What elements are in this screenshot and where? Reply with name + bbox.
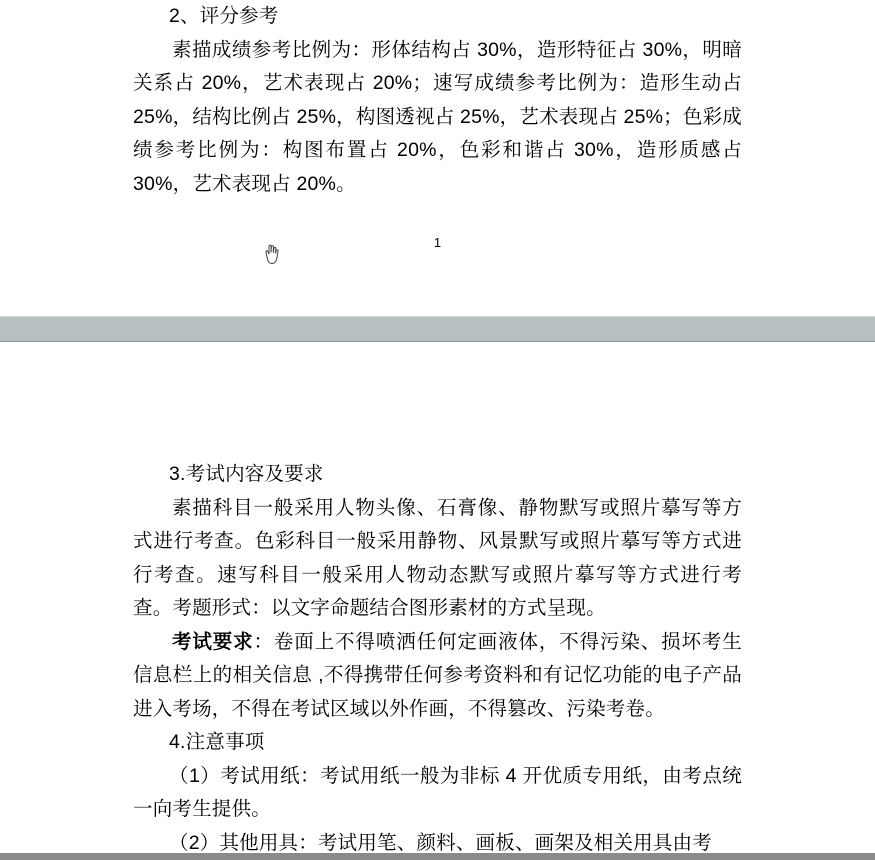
- page2-top-margin: [133, 342, 742, 458]
- page2-paragraph-1: 素描科目一般采用人物头像、石膏像、静物默写或照片摹写等方式进行考查。色彩科目一般采用静物、风景默写或照片摹写等方式进行考查。速写科目一般采用人物动态默写或照片摹写等方式进行考查。考题形式：以文字命题结合图形素材的方式呈现。: [133, 492, 742, 626]
- page2-requirement-paragraph: [133, 626, 742, 727]
- page2-item-2: （2）其他用具：考试用笔、颜料、画板、画架及相关用具由考: [133, 827, 742, 860]
- page2-heading-3: 3.考试内容及要求: [133, 458, 742, 492]
- document-page-1: [0, 0, 875, 316]
- page1-heading: 2、评分参考: [133, 0, 742, 34]
- page-number-label: 1: [133, 235, 742, 250]
- requirement-label: 考试要求: [172, 631, 254, 653]
- page2-item-1: （1）考试用纸：考试用纸一般为非标 4 开优质专用纸，由考点统一向考生提供。: [133, 760, 742, 827]
- requirement-body: ：卷面上不得喷洒任何定画液体，不得污染、损坏考生信息栏上的相关信息 ,不得携带任何参考资料和有记忆功能的电子产品进入考场，不得在考试区域以外作画，不得篡改、污染考卷。: [133, 631, 742, 720]
- document-page-2: [0, 342, 875, 853]
- page1-paragraph: 素描成绩参考比例为：形体结构占 30%，造形特征占 30%，明暗关系占 20%，艺术表现占 20%；速写成绩参考比例为：造形生动占 25%，结构比例占 25%，构图透视占 25%，艺术表现占 25%；色彩成绩参考比例为：构图布置占 20%，色彩和谐占 30%，造形质感占 30%，艺术表现占 20%。: [133, 34, 742, 202]
- page2-heading-4: 4.注意事项: [133, 726, 742, 760]
- page-separator: [0, 316, 875, 342]
